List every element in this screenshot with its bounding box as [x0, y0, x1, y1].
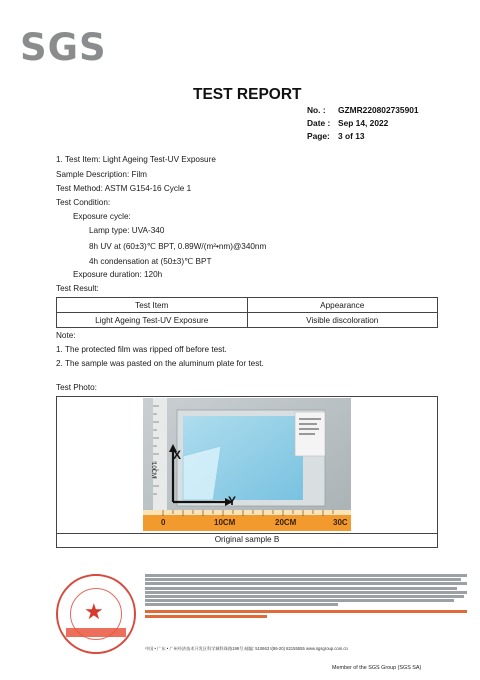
ruler-label: 0: [161, 518, 166, 527]
table-header-cell: Test Item: [57, 298, 248, 313]
sample-photo-drawing: [143, 398, 351, 531]
test-photo-label: Test Photo:: [56, 383, 97, 392]
exposure-duration: Exposure duration: 120h: [73, 270, 163, 279]
exposure-cycle-heading: Exposure cycle:: [73, 212, 131, 221]
table-header-row: [57, 298, 438, 313]
meta-label: Date :: [307, 118, 331, 128]
footer-address-cn: 中国 • 广东 • 广州经济技术开发区科学城科珠路198号 邮编: 510663 t(86-20) 82155555 www.sgsgroup.com.cn: [145, 646, 348, 651]
seal-banner: [66, 628, 126, 637]
sample-description: Sample Description: Film: [56, 170, 147, 179]
member-statement: Member of the SGS Group (SGS SA): [332, 665, 422, 671]
meta-label: Page:: [307, 131, 330, 141]
lamp-type: Lamp type: UVA-340: [89, 226, 165, 235]
ruler-label: 10CM: [214, 518, 236, 527]
meta-value: GZMR220802735901: [338, 105, 419, 115]
fine-print-contact: [145, 610, 467, 620]
note-heading: Note:: [56, 331, 76, 340]
axis-y-label: Y: [228, 494, 237, 508]
axis-x-label: X: [173, 448, 182, 462]
condensation-condition: 4h condensation at (50±3)℃ BPT: [89, 257, 212, 266]
table-cell: Light Ageing Test-UV Exposure: [57, 313, 248, 328]
fine-print-block: [145, 574, 467, 608]
sgs-logo: SGS: [20, 26, 107, 69]
report-title: TEST REPORT: [193, 86, 302, 103]
ruler-label: 20CM: [275, 518, 297, 527]
report-number: [307, 105, 419, 115]
photo-caption: Original sample B: [214, 535, 280, 544]
meta-label: No. :: [307, 105, 326, 115]
result-table: [56, 297, 438, 328]
table-cell: Visible discoloration: [247, 313, 438, 328]
seal-star-icon: ★: [84, 599, 104, 624]
meta-value: Sep 14, 2022: [338, 118, 389, 128]
test-method: Test Method: ASTM G154-16 Cycle 1: [56, 184, 192, 193]
uv-condition: 8h UV at (60±3)℃ BPT, 0.89W/(m²•nm)@340nm: [89, 242, 267, 251]
report-page: [307, 131, 365, 141]
sample-photo: [143, 398, 351, 531]
ruler-label: 30C: [333, 518, 348, 527]
test-condition-heading: Test Condition:: [56, 198, 111, 207]
caption-divider: [56, 533, 438, 534]
vertical-ruler-label: 10CM: [150, 462, 156, 479]
test-item-line: 1. Test Item: Light Ageing Test-UV Exposure: [56, 155, 216, 164]
meta-value: 3 of 13: [338, 131, 365, 141]
note-item: 1. The protected film was ripped off before test.: [56, 345, 227, 354]
table-row: [57, 313, 438, 328]
note-item: 2. The sample was pasted on the aluminum plate for test.: [56, 359, 264, 368]
test-result-heading: Test Result:: [56, 284, 99, 293]
report-date: [307, 118, 389, 128]
table-header-cell: Appearance: [247, 298, 438, 313]
